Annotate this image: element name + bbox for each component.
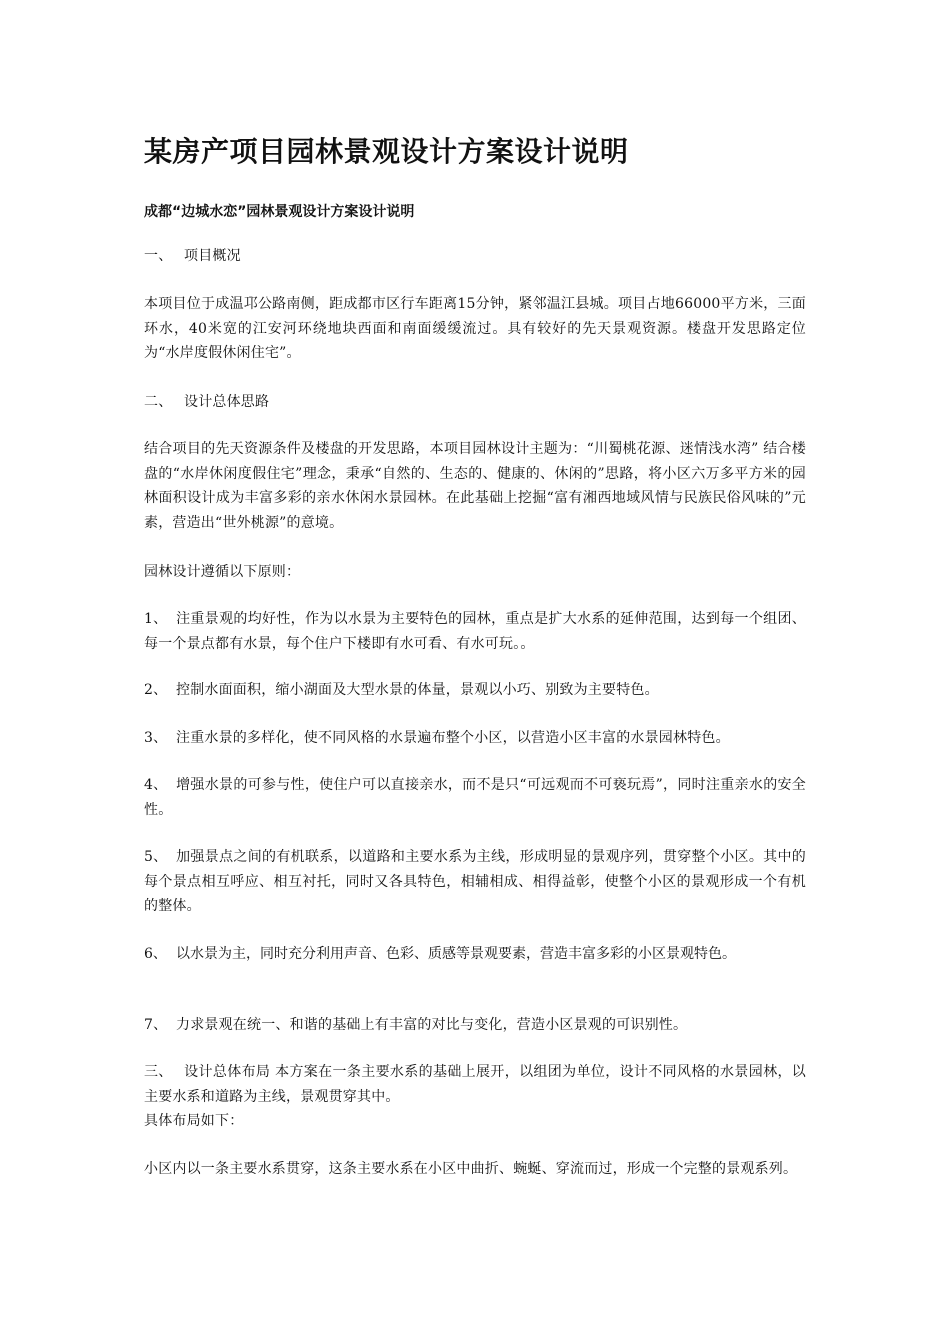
principle-text: 增强水景的可参与性，使住户可以直接亲水，而不是只“可远观而不可亵玩焉”，同时注重亲水的安全性。 [144, 777, 806, 818]
principle-text: 控制水面面积，缩小湖面及大型水景的体量，景观以小巧、别致为主要特色。 [176, 682, 659, 698]
paragraph-layout-details: 小区内以一条主要水系贯穿，这条主要水系在小区中曲折、蜿蜒、穿流而过，形成一个完整的景观系列。 [144, 1161, 798, 1177]
section-body-text: 本方案在一条主要水系的基础上展开，以组团为单位，设计不同风格的水景园林，以主要水系和道路为主线，景观贯穿其中。 [144, 1064, 807, 1105]
principle-text: 注重水景的多样化，使不同风格的水景遍布整个小区，以营造小区丰富的水景园林特色。 [176, 730, 730, 746]
paragraph-concept: 结合项目的先天资源条件及楼盘的开发思路，本项目园林设计主题为：“川蜀桃花源、迷情浅水湾” 结合楼盘的“水岸休闲度假住宅”理念，秉承“自然的、生态的、健康的、休闲的”思路，将小区六万多平方米的园林面积设计成为丰富多彩的亲水休闲水景园林。在此基础上挖掘“富有湘西地域风情与民族民俗风味的”元素，营造出“世外桃源”的意境。 [144, 441, 806, 531]
principle-text: 加强景点之间的有机联系，以道路和主要水系为主线，形成明显的景观序列，贯穿整个小区。其中的每个景点相互呼应、相互衬托，同时又各具特色，相辅相成、相得益彰，使整个小区的景观形成一个有机的整体。 [144, 849, 806, 915]
principle-number: 6、 [144, 946, 167, 962]
section-layout [144, 1060, 806, 1109]
principle-text: 注重景观的均好性，作为以水景为主要特色的园林，重点是扩大水系的延伸范围，达到每一个组团、每一个景点都有水景，每个住户下楼即有水可看、有水可玩。。 [144, 611, 806, 652]
section-heading-concept [144, 390, 806, 415]
principle-item [144, 845, 806, 919]
principle-text: 以水景为主，同时充分利用声音、色彩、质感等景观要素，营造丰富多彩的小区景观特色。 [176, 946, 736, 962]
section-number: 三、 [144, 1064, 173, 1080]
principle-item [144, 678, 806, 703]
principles-intro: 园林设计遵循以下原则： [144, 564, 301, 580]
principle-item [144, 773, 806, 822]
principle-number: 1、 [144, 611, 168, 627]
principle-text: 力求景观在统一、和谐的基础上有丰富的对比与变化，营造小区景观的可识别性。 [176, 1017, 688, 1033]
principle-item [144, 942, 806, 967]
section-number: 一、 [144, 248, 173, 264]
principle-item [144, 607, 806, 656]
principle-number: 4、 [144, 777, 168, 793]
section-heading-overview [144, 244, 806, 269]
paragraph-overview: 本项目位于成温邛公路南侧，距成都市区行车距离15分钟，紧邻温江县城。项目占地66000平方米，三面环水，40米宽的江安河环绕地块西面和南面缓缓流过。具有较好的先天景观资源。楼盘开发思路定位为“水岸度假休闲住宅”。 [144, 296, 806, 362]
document-subtitle: 成都“边城水恋”园林景观设计方案设计说明 [144, 204, 415, 220]
principle-number: 2、 [144, 682, 168, 698]
principle-item [144, 1013, 806, 1038]
principle-item [144, 726, 806, 751]
section-heading-text: 项目概况 [184, 248, 241, 264]
principle-number: 3、 [144, 730, 168, 746]
section-heading-text: 设计总体思路 [184, 394, 270, 410]
principle-number: 7、 [144, 1017, 168, 1033]
section-number: 二、 [144, 394, 173, 410]
layout-details-intro: 具体布局如下： [144, 1113, 244, 1129]
section-heading-text: 设计总体布局 [184, 1064, 271, 1080]
document-title: 某房产项目园林景观设计方案设计说明 [144, 135, 629, 168]
principle-number: 5、 [144, 849, 168, 865]
